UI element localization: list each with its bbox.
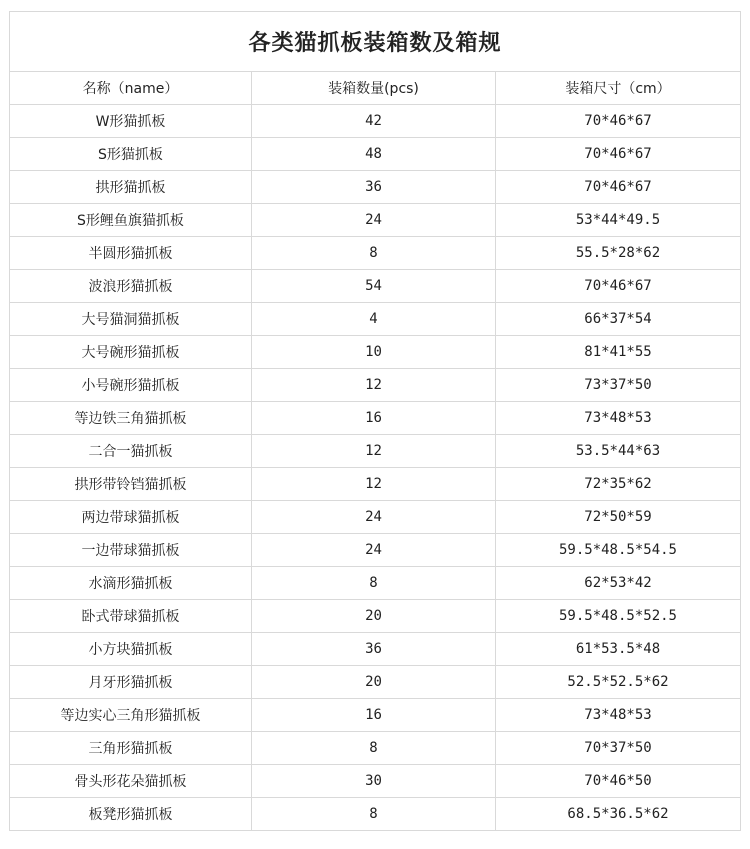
- cell-qty: 24: [252, 534, 496, 567]
- cell-qty: 42: [252, 105, 496, 138]
- cell-name: 大号猫洞猫抓板: [10, 303, 252, 336]
- table-row: [10, 765, 741, 798]
- cell-size: 70*37*50: [496, 732, 741, 765]
- cell-size: 52.5*52.5*62: [496, 666, 741, 699]
- cell-name: S形猫抓板: [10, 138, 252, 171]
- cell-name: 大号碗形猫抓板: [10, 336, 252, 369]
- table-row: [10, 468, 741, 501]
- cell-name: 卧式带球猫抓板: [10, 600, 252, 633]
- table-row: [10, 633, 741, 666]
- cell-qty: 16: [252, 402, 496, 435]
- cell-qty: 12: [252, 369, 496, 402]
- cell-size: 70*46*50: [496, 765, 741, 798]
- cell-size: 59.5*48.5*54.5: [496, 534, 741, 567]
- table-row: [10, 699, 741, 732]
- header-row: [10, 72, 741, 105]
- table-row: [10, 534, 741, 567]
- cell-size: 72*35*62: [496, 468, 741, 501]
- cell-qty: 30: [252, 765, 496, 798]
- cell-name: 骨头形花朵猫抓板: [10, 765, 252, 798]
- cell-qty: 8: [252, 798, 496, 831]
- cell-size: 73*37*50: [496, 369, 741, 402]
- cell-size: 72*50*59: [496, 501, 741, 534]
- cell-size: 53.5*44*63: [496, 435, 741, 468]
- table-row: [10, 204, 741, 237]
- cell-size: 62*53*42: [496, 567, 741, 600]
- header-size: 装箱尺寸（cm）: [496, 72, 741, 105]
- table-row: [10, 303, 741, 336]
- cell-name: W形猫抓板: [10, 105, 252, 138]
- table-row: [10, 567, 741, 600]
- table-row: [10, 798, 741, 831]
- cell-size: 68.5*36.5*62: [496, 798, 741, 831]
- cell-size: 70*46*67: [496, 105, 741, 138]
- table-row: [10, 138, 741, 171]
- cell-size: 59.5*48.5*52.5: [496, 600, 741, 633]
- cell-name: 两边带球猫抓板: [10, 501, 252, 534]
- cell-qty: 10: [252, 336, 496, 369]
- cell-qty: 36: [252, 633, 496, 666]
- cell-qty: 12: [252, 435, 496, 468]
- table-body: [10, 12, 741, 831]
- cell-name: 拱形猫抓板: [10, 171, 252, 204]
- cell-name: 拱形带铃铛猫抓板: [10, 468, 252, 501]
- cell-name: 半圆形猫抓板: [10, 237, 252, 270]
- cell-name: 板凳形猫抓板: [10, 798, 252, 831]
- cell-size: 70*46*67: [496, 138, 741, 171]
- cell-name: 二合一猫抓板: [10, 435, 252, 468]
- table-row: [10, 732, 741, 765]
- cell-qty: 54: [252, 270, 496, 303]
- table-title: 各类猫抓板装箱数及箱规: [10, 12, 741, 72]
- cell-size: 55.5*28*62: [496, 237, 741, 270]
- table-row: [10, 270, 741, 303]
- cell-size: 66*37*54: [496, 303, 741, 336]
- table-row: [10, 402, 741, 435]
- cell-name: 波浪形猫抓板: [10, 270, 252, 303]
- table-row: [10, 336, 741, 369]
- table-row: [10, 105, 741, 138]
- cell-size: 73*48*53: [496, 699, 741, 732]
- cell-qty: 20: [252, 666, 496, 699]
- cell-size: 53*44*49.5: [496, 204, 741, 237]
- cell-qty: 4: [252, 303, 496, 336]
- cell-name: 小方块猫抓板: [10, 633, 252, 666]
- header-name: 名称（name）: [10, 72, 252, 105]
- table-row: [10, 666, 741, 699]
- table-row: [10, 435, 741, 468]
- cell-size: 70*46*67: [496, 270, 741, 303]
- cell-name: 水滴形猫抓板: [10, 567, 252, 600]
- carton-spec-table: [9, 11, 741, 831]
- table-row: [10, 369, 741, 402]
- cell-name: 等边铁三角猫抓板: [10, 402, 252, 435]
- table-row: [10, 237, 741, 270]
- cell-name: 等边实心三角形猫抓板: [10, 699, 252, 732]
- table-row: [10, 600, 741, 633]
- cell-size: 70*46*67: [496, 171, 741, 204]
- table-row: [10, 501, 741, 534]
- cell-size: 81*41*55: [496, 336, 741, 369]
- cell-qty: 8: [252, 237, 496, 270]
- cell-qty: 8: [252, 732, 496, 765]
- cell-qty: 16: [252, 699, 496, 732]
- cell-qty: 24: [252, 501, 496, 534]
- cell-qty: 48: [252, 138, 496, 171]
- header-qty: 装箱数量(pcs): [252, 72, 496, 105]
- cell-name: 月牙形猫抓板: [10, 666, 252, 699]
- cell-name: 小号碗形猫抓板: [10, 369, 252, 402]
- cell-qty: 12: [252, 468, 496, 501]
- cell-size: 73*48*53: [496, 402, 741, 435]
- cell-qty: 36: [252, 171, 496, 204]
- cell-size: 61*53.5*48: [496, 633, 741, 666]
- title-row: [10, 12, 741, 72]
- table-row: [10, 171, 741, 204]
- cell-name: S形鲤鱼旗猫抓板: [10, 204, 252, 237]
- cell-qty: 20: [252, 600, 496, 633]
- cell-name: 三角形猫抓板: [10, 732, 252, 765]
- cell-name: 一边带球猫抓板: [10, 534, 252, 567]
- cell-qty: 8: [252, 567, 496, 600]
- cell-qty: 24: [252, 204, 496, 237]
